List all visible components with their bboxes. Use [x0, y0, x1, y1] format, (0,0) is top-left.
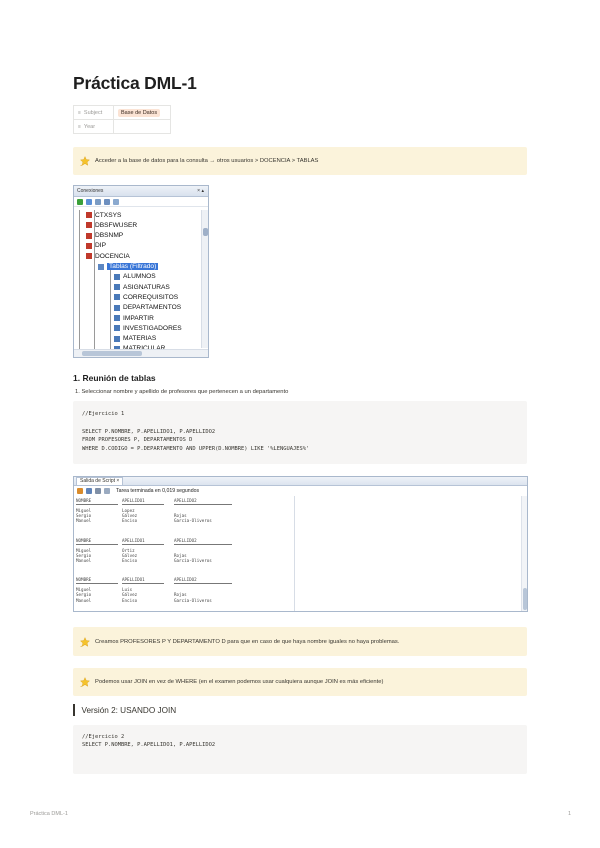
table-icon	[114, 315, 120, 321]
list-item: 1. Seleccionar nombre y apellido de profesores que pertenecen a un departamento	[75, 389, 289, 395]
tree-item-label: DBSFWUSER	[95, 221, 138, 229]
code-line: FROM PROFESORES P, DEPARTAMENTOS D	[82, 437, 193, 443]
tree-item-correquisitos[interactable]	[114, 292, 178, 302]
output-cell: Enciso	[122, 558, 138, 563]
tree-item-alumnos[interactable]	[114, 272, 156, 282]
tree-item-dbsnmp[interactable]	[86, 231, 123, 241]
user-icon	[86, 243, 92, 249]
output-cell: Manuel	[76, 597, 92, 603]
output-column-header: NOMBRE	[76, 577, 92, 583]
output-cell: Rojas	[174, 552, 187, 558]
tree-item-label: CORREQUISITOS	[123, 293, 179, 301]
output-cell: Sergio	[76, 552, 92, 558]
tree-item-materias[interactable]	[114, 334, 156, 344]
property-key: Subject	[83, 109, 103, 116]
callout-text: Acceder a la base de datos para la consulta → otros usuarios > DOCENCIA > TABLAS	[95, 158, 319, 164]
properties-table	[73, 105, 171, 134]
list-icon: ≡	[78, 109, 81, 116]
code-block-2[interactable]	[73, 725, 527, 774]
output-cell: Enciso	[122, 597, 138, 603]
footer-title: Práctica DML-1	[30, 811, 68, 817]
output-separator	[122, 544, 164, 545]
output-separator	[174, 544, 232, 545]
section-heading-text: Versión 2: USANDO JOIN	[81, 705, 177, 715]
list-icon: ≡	[78, 123, 81, 130]
print-icon[interactable]	[95, 488, 101, 494]
callout-aliases	[73, 627, 527, 656]
output-cell: Manuel	[76, 558, 92, 563]
output-cell: García-Oliveros	[174, 518, 212, 524]
tree-item-label: DEPARTAMENTOS	[123, 304, 182, 312]
tree-item-label: DBSNMP	[95, 232, 124, 240]
output-separator	[174, 583, 232, 584]
script-output-results	[74, 496, 294, 612]
table-icon	[114, 336, 120, 342]
tree-item-investigadores[interactable]	[114, 323, 182, 333]
code-line: //Ejercicio 2	[82, 734, 125, 740]
table-icon	[114, 294, 120, 300]
page-title: Práctica DML-1	[73, 73, 197, 93]
tree-item-label: DOCENCIA	[95, 252, 130, 260]
footer-page-number: 1	[568, 811, 572, 817]
tree-item-dbsfwuser[interactable]	[86, 220, 137, 230]
tree-item-departamentos[interactable]	[114, 303, 181, 313]
script-output-tab[interactable]: Salida de Script ×	[76, 477, 123, 485]
tree-item-docencia[interactable]	[86, 251, 130, 261]
tree-item-label: CTXSYS	[95, 211, 122, 219]
script-output-toolbar	[74, 486, 527, 495]
code-line: WHERE D.CODIGO = P.DEPARTAMENTO AND UPPER(D.NOMBRE) LIKE '%LENGUAJES%'	[82, 446, 310, 452]
output-column-header: APELLIDO1	[122, 537, 145, 543]
output-column-header: APELLIDO2	[174, 577, 197, 583]
property-row-subject	[74, 106, 171, 120]
output-cell: Miguel	[76, 508, 92, 513]
code-line: SELECT P.NOMBRE, P.APELLIDO1, P.APELLIDO2	[82, 742, 216, 748]
import-icon[interactable]	[113, 199, 119, 205]
output-cell: Luis	[122, 587, 133, 593]
connections-vertical-scrollbar[interactable]	[201, 210, 208, 348]
output-cell: Gálvez	[122, 552, 138, 558]
star-icon	[80, 677, 90, 687]
tree-item-label: DIP	[95, 242, 106, 250]
code-block-1[interactable]	[73, 401, 527, 464]
refresh-icon[interactable]	[86, 199, 92, 205]
output-cell: Sergio	[76, 513, 92, 519]
tree-item-tablas-filtrado[interactable]	[98, 262, 158, 272]
tree-item-label: IMPARTIR	[123, 314, 154, 322]
output-column-header: APELLIDO2	[174, 498, 197, 503]
table-icon	[114, 284, 120, 290]
callout-text: Podemos usar JOIN en vez de WHERE (en el examen podemos usar cualquiera aunque JOIN es más eficiente)	[95, 679, 384, 685]
property-row-year	[74, 120, 171, 134]
quote-bar	[73, 704, 75, 716]
property-value-subject[interactable]	[114, 106, 171, 120]
callout-text: Creamos PROFESORES P Y DEPARTAMENTO D para que en caso de que haya nombre iguales no haya problemas.	[95, 638, 400, 645]
output-column-header: NOMBRE	[76, 537, 92, 543]
output-cell: Lopez	[122, 508, 135, 513]
user-icon	[86, 212, 92, 218]
output-cell: García-Oliveros	[174, 558, 212, 563]
output-cell: Gálvez	[122, 592, 138, 598]
output-cell: Miguel	[76, 547, 92, 553]
output-cell: Manuel	[76, 518, 92, 524]
script-output-scrollbar[interactable]	[521, 496, 527, 612]
section-heading-join-version	[73, 704, 176, 716]
connections-header	[74, 186, 208, 197]
output-cell: Gálvez	[122, 513, 138, 519]
output-separator	[76, 504, 118, 505]
output-cell: Sergio	[76, 592, 92, 598]
table-icon	[114, 325, 120, 331]
pencil-icon[interactable]	[77, 488, 83, 494]
output-column-header: APELLIDO2	[174, 537, 197, 543]
connections-panel	[73, 185, 209, 358]
section-heading-joins: 1. Reunión de tablas	[73, 373, 156, 383]
tree-item-label: ALUMNOS	[123, 273, 156, 281]
tree-item-label: Tablas (Filtrado)	[109, 263, 157, 270]
tree-item-label: MATERIAS	[123, 335, 157, 343]
schema-icon[interactable]	[104, 199, 110, 205]
star-icon	[80, 156, 90, 166]
output-cell: Ortiz	[122, 547, 135, 553]
output-cell: Miguel	[76, 587, 92, 593]
script-output-tabbar	[74, 477, 527, 486]
script-output-panel	[73, 476, 528, 612]
output-cell: Enciso	[122, 518, 138, 524]
tree-item-dip[interactable]	[86, 241, 106, 251]
user-icon	[86, 233, 92, 239]
script-status: Tarea terminada en 0,019 segundos	[116, 487, 200, 494]
property-value-year[interactable]	[114, 120, 171, 134]
output-column-header: NOMBRE	[76, 498, 92, 503]
code-line: //Ejercicio 1	[82, 411, 125, 417]
output-separator	[76, 544, 118, 545]
connections-toolbar	[74, 197, 208, 207]
callout-join	[73, 668, 527, 696]
clear-icon[interactable]	[104, 488, 110, 494]
tree-item-label: ASIGNATURAS	[123, 283, 170, 291]
output-cell: Rojas	[174, 513, 187, 519]
folder-icon	[98, 264, 104, 270]
callout-access	[73, 147, 527, 175]
star-icon	[80, 637, 90, 647]
connections-title: Conexiones	[77, 188, 104, 194]
add-connection-icon[interactable]	[77, 199, 83, 205]
output-separator	[122, 504, 164, 505]
tree-item-asignaturas[interactable]	[114, 282, 170, 292]
output-cell: Rojas	[174, 592, 187, 598]
output-cell: García-Oliveros	[174, 597, 212, 603]
tree-item-label: INVESTIGADORES	[123, 324, 182, 332]
output-separator	[76, 583, 118, 584]
output-column-header: APELLIDO1	[122, 498, 145, 503]
save-icon[interactable]	[86, 488, 92, 494]
panel-window-controls-icon[interactable]: × ▴	[197, 188, 204, 194]
output-separator	[174, 504, 232, 505]
table-icon	[114, 274, 120, 280]
subject-badge: Base de Datos	[118, 109, 160, 117]
user-icon	[86, 253, 92, 259]
filter-icon[interactable]	[95, 199, 101, 205]
tree-item-impartir[interactable]	[114, 313, 154, 323]
property-key: Year	[83, 123, 96, 130]
tree-item-ctxsys[interactable]	[86, 210, 121, 220]
connections-horizontal-scrollbar[interactable]	[74, 349, 208, 357]
table-icon	[114, 305, 120, 311]
output-separator	[122, 583, 164, 584]
code-line: SELECT P.NOMBRE, P.APELLIDO1, P.APELLIDO2	[82, 429, 216, 435]
user-icon	[86, 222, 92, 228]
output-column-header: APELLIDO1	[122, 577, 145, 583]
